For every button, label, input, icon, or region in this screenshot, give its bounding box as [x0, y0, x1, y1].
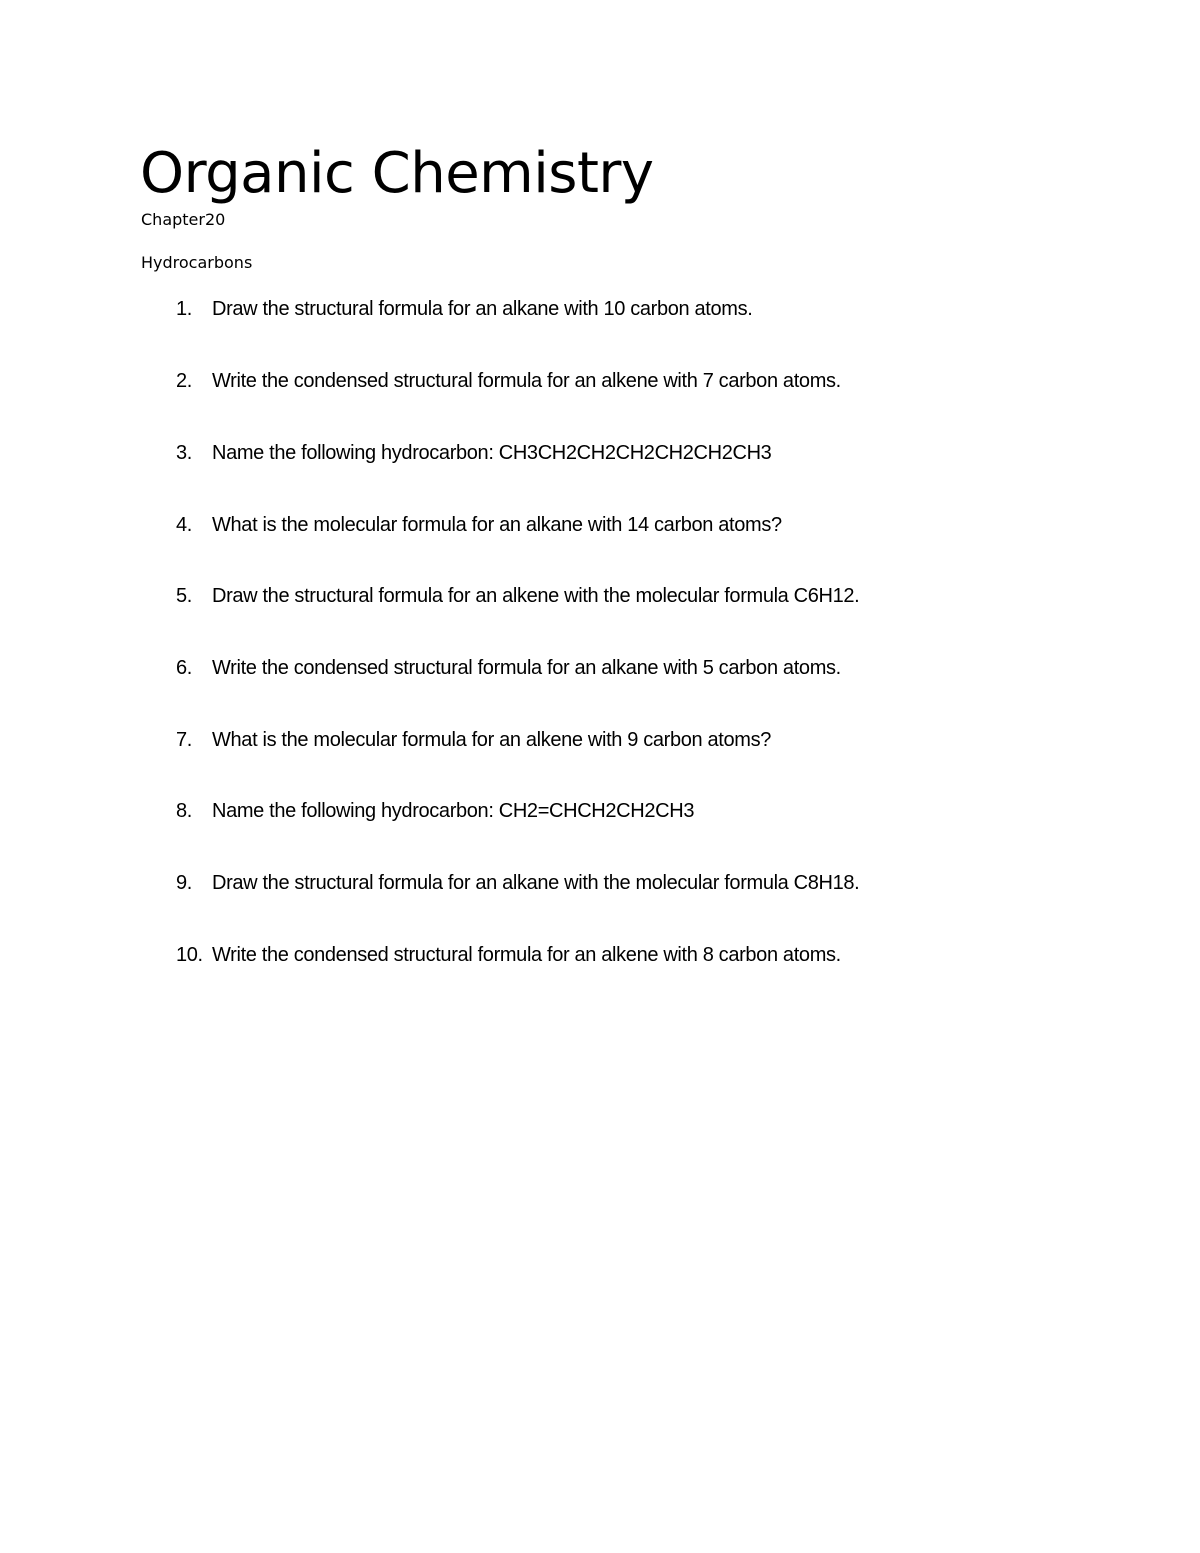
- section-label: Hydrocarbons: [141, 253, 253, 272]
- question-item: [176, 295, 752, 323]
- chapter-label: Chapter20: [141, 210, 226, 229]
- question-text: What is the molecular formula for an alkane with 14 carbon atoms?: [212, 514, 782, 536]
- question-text: Name the following hydrocarbon: CH2=CHCH2CH2CH3: [212, 800, 695, 822]
- question-number: 2.: [176, 370, 192, 392]
- question-item: [176, 654, 841, 682]
- question-item: [176, 797, 694, 825]
- page-title: Organic Chemistry: [140, 141, 654, 206]
- question-item: [176, 511, 782, 539]
- question-number: 9.: [176, 872, 192, 894]
- question-text: Write the condensed structural formula for an alkane with 5 carbon atoms.: [212, 657, 841, 679]
- question-text: Write the condensed structural formula for an alkene with 8 carbon atoms.: [212, 944, 841, 966]
- question-item: [176, 726, 771, 754]
- question-text: Draw the structural formula for an alkene with the molecular formula C6H12.: [212, 585, 860, 607]
- question-item: [176, 869, 859, 897]
- question-text: Write the condensed structural formula for an alkene with 7 carbon atoms.: [212, 370, 841, 392]
- question-text: Name the following hydrocarbon: CH3CH2CH2CH2CH2CH2CH3: [212, 442, 772, 464]
- question-item: [176, 439, 771, 467]
- question-item: [176, 582, 859, 610]
- question-number: 5.: [176, 585, 192, 607]
- question-text: Draw the structural formula for an alkane with 10 carbon atoms.: [212, 298, 753, 320]
- question-number: 3.: [176, 442, 192, 464]
- question-text: Draw the structural formula for an alkane with the molecular formula C8H18.: [212, 872, 860, 894]
- question-number: 4.: [176, 514, 192, 536]
- question-number: 1.: [176, 298, 192, 320]
- question-number: 7.: [176, 729, 192, 751]
- question-item: [176, 367, 841, 395]
- question-number: 8.: [176, 800, 192, 822]
- question-text: What is the molecular formula for an alkene with 9 carbon atoms?: [212, 729, 771, 751]
- question-number: 6.: [176, 657, 192, 679]
- question-number: 10.: [176, 944, 203, 966]
- question-item: [176, 941, 841, 969]
